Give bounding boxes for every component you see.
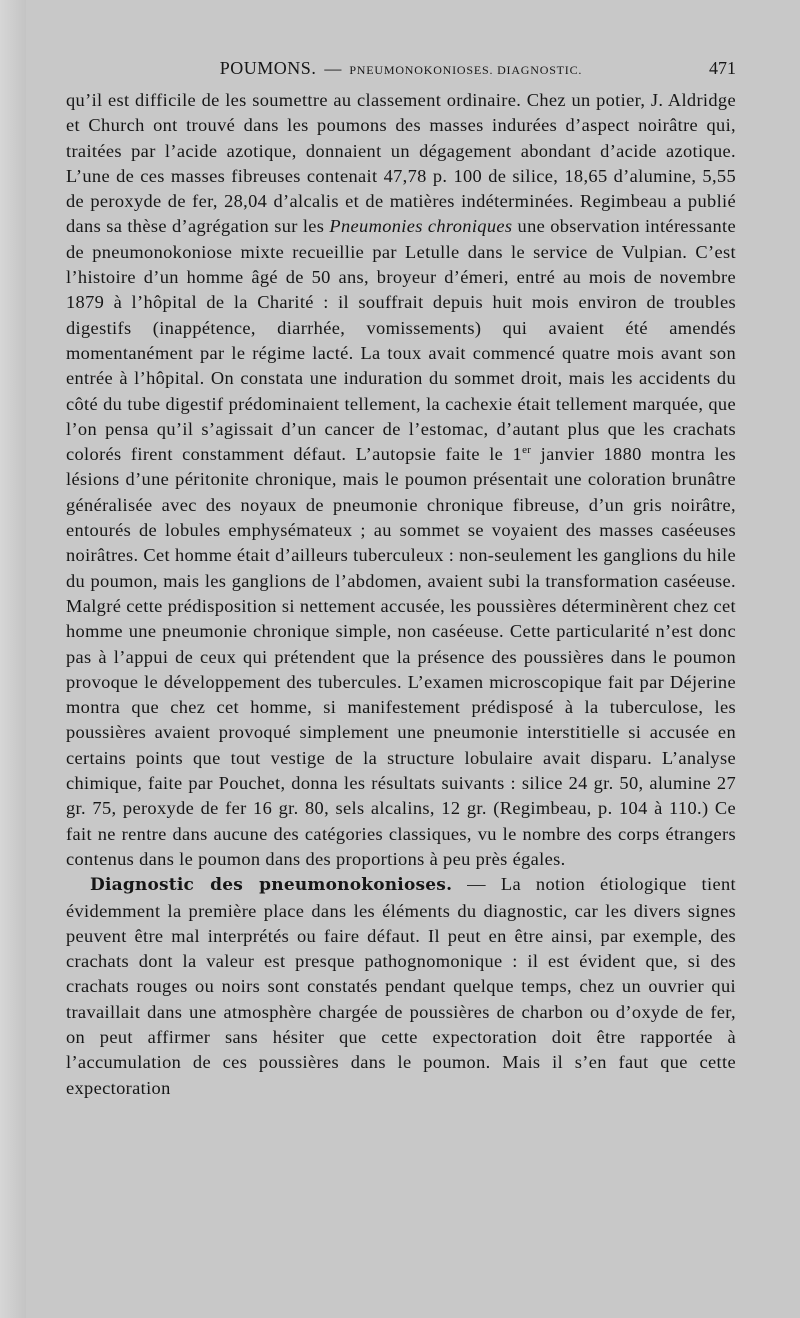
running-head-subtitle: PNEUMONOKONIOSES. DIAGNOSTIC.	[349, 63, 583, 77]
paragraph-2	[66, 872, 736, 1101]
body-text	[66, 88, 736, 1101]
paragraph-1-text-c: janvier 1880 montra les lésions d’une péritonite chronique, mais le poumon présentait une coloration brunâtre généralisée avec des noyaux de pneumonie chronique fibreuse, d’un gris noirâtre, entourés de lobules emphysémateux ; au sommet se voyaient des masses caséeuses noirâtres. Cet homme était d’ailleurs tuberculeux : non-seulement les ganglions du hile du poumon, mais les ganglions de l’abdomen, avaient subi la transformation caséeuse. Malgré cette prédisposition si nettement accusée, les poussières déterminèrent chez cet homme une pneumonie chronique simple, non caséeuse. Cette particularité n’est donc pas à l’appui de ceux qui prétendent que la présence des poussières dans le poumon provoque le développement des tubercules. L’examen microscopique fait par Déjerine montra que chez cet homme, si manifestement prédisposé à la tuberculose, les poussières avaient provoqué simplement une pneumonie interstitielle si accusée en certains points que tout vestige de la structure lobulaire avait disparu. L’analyse chimique, faite par Pouchet, donna les résultats suivants : silice 24 gr. 50, alumine 27 gr. 75, peroxyde de fer 16 gr. 80, sels alcalins, 12 gr. (Regimbeau, p. 104 à 110.) Ce fait ne rentre dans aucune des catégories classiques, vu le nombre des corps étrangers contenus dans le poumon dans des proportions à peu près égales.	[66, 444, 736, 869]
section-heading: Diagnostic des pneumonokonioses.	[90, 875, 453, 896]
paragraph-1-text-a: qu’il est difficile de les soumettre au classement ordinaire. Chez un potier, J. Aldridge et Church ont trouvé dans les poumons des masses indurées d’aspect noirâtre qui, traitées par l’acide azotique, donnaient un dégagement abondant d’acide azotique. L’une de ces masses fibreuses contenait 47,78 p. 100 de silice, 18,65 d’alumine, 5,55 de peroxyde de fer, 28,04 d’alcalis et de matières indéterminées. Regimbeau a publié dans sa thèse d’agrégation sur les	[66, 90, 736, 237]
running-head	[66, 58, 736, 88]
paragraph-1-text-b: une observation intéressante de pneumonokoniose mixte recueillie par Letulle dans le service de Vulpian. C’est l’histoire d’un homme âgé de 50 ans, broyeur d’émeri, entré au mois de novembre 1879 à l’hôpital de la Charité : il souffrait depuis huit mois environ de troubles digestifs (inappétence, diarrhée, vomissements) qui avaient été amendés momentanément par le régime lacté. La toux avait commencé quatre mois avant son entrée à l’hôpital. On constata une induration du sommet droit, mais les accidents du côté du tube digestif prédominaient tellement, la cachexie était tellement marquée, que l’on pensa qu’il s’agissait d’un cancer de l’estomac, d’autant plus que les crachats colorés firent constamment défaut. L’autopsie faite le 1	[66, 216, 736, 465]
paragraph-1	[66, 88, 736, 872]
running-head-dash: —	[324, 59, 342, 78]
paragraph-2-text: — La notion étiologique tient évidemment la première place dans les éléments du diagnostic, car les divers signes peuvent être mal interprétés ou faire défaut. Il peut en être ainsi, par exemple, des crachats dont la valeur est presque pathognomonique : il est évident que, si des crachats rouges ou noirs sont constatés pendant quelque temps, chez un ouvrier qui travaillait dans une atmosphère chargée de poussières de charbon ou d’oxyde de fer, on peut affirmer sans hésiter que cette expectoration doit être rapportée à l’accumulation de ces poussières dans le poumon. Mais il s’en faut que cette expectoration	[66, 874, 736, 1098]
paragraph-1-superscript: er	[522, 444, 532, 457]
book-page	[66, 58, 736, 1308]
page-number: 471	[709, 58, 736, 78]
paragraph-1-italic-title: Pneumonies chroniques	[329, 216, 513, 237]
page-gutter	[0, 0, 26, 1318]
running-head-title: POUMONS.	[219, 58, 317, 78]
